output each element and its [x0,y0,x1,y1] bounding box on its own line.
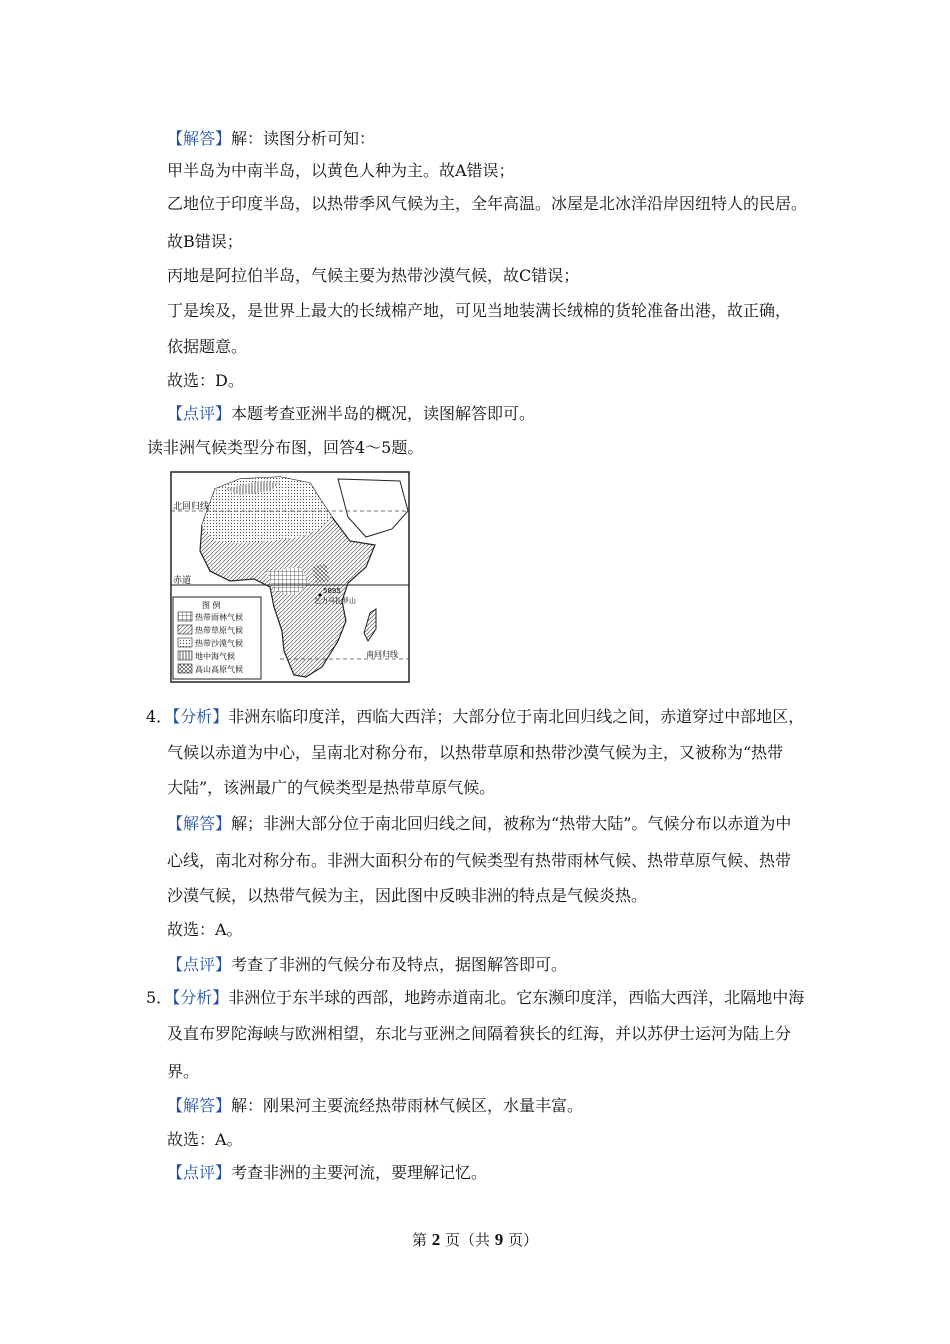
answer-tag: 【解答】 [167,129,232,148]
peak-elevation: 5895 [323,587,341,595]
q5-analysis-line: 界。 [167,1062,200,1081]
q4-answer-line: 心线，南北对称分布。非洲大面积分布的气候类型有热带雨林气候、热带草原气候、热带 [167,851,792,870]
legend-title: 图 例 [202,601,221,610]
q5-choice: 故选：A。 [167,1130,243,1149]
legend-item: 地中海气候 [195,652,235,661]
south-tropic-label: 南回归线 [366,650,398,659]
page-footer: 第 2 页（共 9 页） [411,1230,539,1249]
equator-label: 赤道 [173,576,192,586]
answer-choice: 故选：D。 [167,371,244,390]
peak-name: 乞力马扎罗山 [314,597,356,605]
question-number: 5． [146,988,173,1007]
q5-analysis-line: 5．【分析】非洲位于东半球的西部，地跨赤道南北。它东濒印度洋，西临大西洋，北隔地中海 [146,988,805,1007]
answer-line: 甲半岛为中南半岛，以黄色人种为主。故A错误； [167,161,515,180]
q4-answer-line: 沙漠气候，以热带气候为主，因此图中反映非洲的特点是气候炎热。 [167,886,648,905]
answer-line: 丙地是阿拉伯半岛，气候主要为热带沙漠气候，故C错误； [167,266,580,285]
comment-line: 【点评】本题考查亚洲半岛的概况，读图解答即可。 [167,404,536,423]
comment-tag: 【点评】 [167,955,232,974]
legend-item: 热带雨林气候 [195,613,243,622]
analysis-tag: 【分析】 [172,707,229,726]
africa-climate-map [170,471,410,683]
q5-analysis-line: 及直布罗陀海峡与欧洲相望，东北与亚洲之间隔着狭长的红海，并以苏伊士运河为陆上分 [167,1024,792,1043]
q4-comment: 【点评】考查了非洲的气候分布及特点，据图解答即可。 [167,955,568,974]
q4-analysis-line: 4．【分析】非洲东临印度洋，西临大西洋；大部分位于南北回归线之间，赤道穿过中部地区， [146,707,805,726]
q5-comment: 【点评】考查非洲的主要河流，要理解记忆。 [167,1163,488,1182]
legend-item: 热带草原气候 [195,626,243,635]
answer-line: 故B错误； [167,232,243,251]
q4-analysis-line: 大陆”，该洲最广的气候类型是热带草原气候。 [167,778,496,797]
answer-line: 乙地位于印度半岛，以热带季风气候为主，全年高温。冰屋是北冰洋沿岸因纽特人的民居。 [167,194,808,213]
question-number: 4． [146,707,173,726]
q4-analysis-line: 气候以赤道为中心，呈南北对称分布，以热带草原和热带沙漠气候为主，又被称为“热带 [167,743,784,762]
answer-tag: 【解答】 [167,1096,232,1115]
comment-tag: 【点评】 [167,1163,232,1182]
legend-item: 高山高原气候 [195,665,243,674]
answer-line: 【解答】解：读图分析可知： [167,129,376,148]
q4-answer-line: 【解答】解；非洲大部分位于南北回归线之间，被称为“热带大陆”。气候分布以赤道为中 [167,814,792,833]
page-number: 2 [431,1230,441,1249]
q5-answer-line: 【解答】解：刚果河主要流经热带雨林气候区，水量丰富。 [167,1096,584,1115]
north-tropic-label: 北回归线 [173,502,210,512]
page-total: 9 [494,1230,504,1249]
question-intro: 读非洲气候类型分布图，回答4～5题。 [147,438,424,457]
q4-choice: 故选：A。 [167,920,243,939]
map-legend [173,597,261,679]
answer-line: 依据题意。 [167,337,248,356]
answer-tag: 【解答】 [167,814,232,833]
analysis-tag: 【分析】 [172,988,229,1007]
legend-item: 热带沙漠气候 [195,639,243,648]
comment-tag: 【点评】 [167,404,232,423]
answer-line: 丁是埃及，是世界上最大的长绒棉产地，可见当地装满长绒棉的货轮准备出港，故正确， [167,301,792,320]
